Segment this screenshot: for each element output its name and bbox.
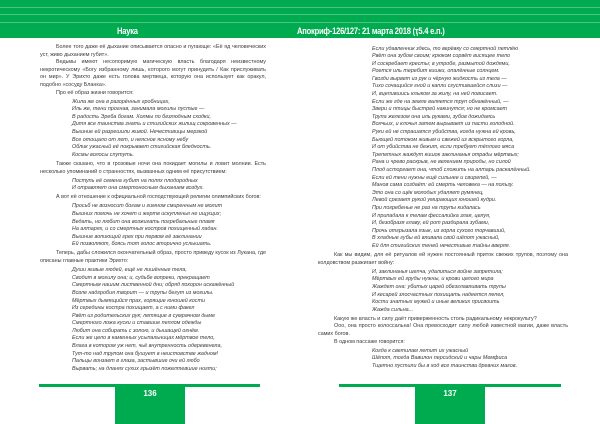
verse-line: Сводит в могилу она; и, судьбе вопреки, прекращает: [72, 274, 210, 281]
verse-line: Любит она собирать с золою, и дышащей огнём.: [72, 327, 200, 334]
verse-line: Руки ей не страшатся убийства, когда нужна ей кровь,: [372, 129, 516, 136]
verse-line: Бьющей потоком живым и свежей из вскрытого горла,: [372, 136, 514, 143]
verse-quote: [372, 348, 568, 371]
verse-line: Космы волосы спутуть.: [72, 151, 135, 158]
paragraph: Теперь, дабы сложился окончательный образ, просто приведу кусок из Лукана, где описаны главные практики Эрихто:: [40, 250, 266, 265]
verse-line: Иль же, тени прогнав, занимала могилы пустые —: [72, 106, 205, 113]
verse-line: В радость Эреба богам. Холмы по безлюдным сходки,: [72, 113, 211, 120]
verse-line: Роется иль теребит кишки, опалённые солнцем.: [372, 68, 500, 75]
verse-line: Трупа железом она иль руками, зубов дожидаясь: [372, 113, 496, 120]
paragraph: А вот её отношение к официальной господствующей религии олимпийских богов:: [56, 194, 261, 201]
verse-line: Тут-то над трупом она бушует в неистовстве жадном!: [72, 350, 219, 357]
verse-line: На алтарях, и со смертных костров похищенный ладан.: [72, 226, 218, 233]
verse-line: Тихо сочащийся гной и капли сгустившейся слизи —: [372, 83, 508, 90]
verse-line: Поступь её семена губит на полях плодородных: [72, 177, 198, 184]
verse-line: Плод исторгает она, чтоб сложить на алтарь раскалённый.: [372, 167, 531, 173]
page-header: [0, 0, 600, 38]
verse-line: И, безобразя главу, ей рот раздирала зубами,: [372, 220, 490, 227]
verse-line: Манов сама создаёт: ей смерть человека — на пользу.: [372, 182, 514, 189]
verse-line: Ей для стигийских теней нечестивые тайны вверяя.: [372, 242, 511, 249]
verse-line: Звери и птицы быстрей накинутся; но не кромсает: [372, 106, 507, 113]
verse-line: И кесарей злосчастных похищать надеется пепел,: [372, 291, 505, 298]
verse-line: Если же цело в каменных усыпальницах мёртвое тело,: [72, 335, 215, 342]
paragraph: Как мы видим, для её ритуалов ей нужен постоянный приток свежих трупов, поэтому она колдовством разжигает войну:: [318, 252, 568, 266]
verse-line: Тщетно пустили бы в ход все таинства древних магов.: [372, 362, 518, 369]
verse-line: Если же где на земле валяется труп обнажённый, —: [372, 98, 509, 105]
verse-line: Дитя все таинства знать и стигийских жилищ сокровенных —: [72, 121, 237, 128]
right-page-text: [318, 44, 568, 372]
verse-line: Из середины костра похищает, а с ними факел: [72, 305, 195, 312]
verse-line: Жажда сильна...: [372, 306, 414, 313]
verse-line: Шёпот, тогда Вавилон персидский и чары Мемфиса: [372, 355, 508, 362]
verse-line: И припадала к телам фессалийка злая, целуя,: [372, 212, 491, 219]
verse-line: Жаждет она: убитых царей обезглавливать трупы: [372, 283, 506, 290]
verse-line: Вышние ей разрешили живой. Нечестивицы мерзкой: [72, 129, 208, 136]
verse-line: И отравляет она смертоносным дыханием воздух.: [72, 185, 204, 192]
verse-line: Смертным нашим лиственной дни; обряд похорон искажённый: [72, 282, 235, 289]
verse-line: Гвозди вырвет из рук и чёрную жидкость из тела —: [372, 75, 507, 82]
section-title: Наука: [117, 26, 138, 37]
verse-line: Все отощало от лет, и неясное ясному небу: [72, 136, 189, 143]
verse-line: Если удавленник здесь, то верёвку со смертной петлёю: [372, 45, 519, 52]
header-rule: [0, 7, 600, 8]
verse-line: Прочь отгрызала язык, из горла сухого торчавший,: [372, 227, 506, 234]
verse-line: Мёртвых дымящийся прах, горящие юношей кости: [72, 297, 205, 304]
verse-line: Если ей тени нужны ещё сильнее и свирепей, —: [372, 174, 497, 181]
verse-line: Облик ужасный её покрывает стигийская бледность.: [72, 144, 212, 151]
verse-line: Кости знатных мужей и иные великих присвоить: [372, 299, 500, 306]
verse-line: Мёртвых ей груды нужны, и крови целого мира: [372, 276, 494, 283]
verse-line: Ей позволяют, боясь тот голос вторично услышать.: [72, 241, 212, 248]
paragraph: Про её образ жизни говорится:: [56, 89, 134, 96]
issue-title: Апокриф-126/127: 21 марта 2018 (ҭ5.4 е.п.): [297, 26, 445, 37]
verse-line: В хладные губы ей вливала свой шёпот ужасный,: [372, 235, 500, 242]
verse-line: Просьб не возносит богам и гимном смиренным не молит: [72, 203, 223, 210]
verse-line: И, заклинанья шепча, удалиться войне запретила;: [372, 268, 503, 275]
verse-quote: [372, 46, 568, 251]
verse-line: И от убийства не бежит, если требует тёплого мяса: [372, 144, 515, 151]
verse-quote: [72, 267, 266, 373]
verse-line: При погребенье не раз на трупы кидалась: [372, 204, 481, 211]
paragraph: Более того даже её дыхание описывается опасно и пугающе: «Её яд человеческих уст, живо дыханием губит».: [40, 44, 266, 58]
verse-line: Вышние вопиющий грех при первом её заклинании: [72, 233, 202, 240]
verse-line: Смертного ложа куски и ставшие пеплом одежды: [72, 320, 202, 327]
verse-line: Рана и чрево раскрыв, не велением природы, но силой: [372, 159, 511, 166]
verse-line: Левой срезает рукой умирающих юношей кудри.: [372, 197, 497, 204]
verse-quote: [72, 203, 266, 249]
verse-line: И, вцепившись клыком за жилу, на ней повисает.: [372, 91, 498, 98]
paragraph: Какую же власть и силу даёт приверженность столь радикальному некрокульту?: [334, 315, 537, 322]
page-number-136: 136: [115, 384, 185, 424]
paragraph: Также сказано, что в грозовые ночи она покидает могилы и ловит молнии. Есть несколько упоминаний о странностях, вызванных одним её присутствием:: [40, 160, 266, 175]
header-rule: [0, 22, 600, 23]
verse-line: Рвёт она зубом своим; крюком сорвёт висящее тело: [372, 53, 510, 60]
paragraph: В одном пассаже говорится:: [334, 338, 405, 345]
verse-line: Жила же она в разорённых гробницах,: [72, 98, 170, 105]
verse-quote: [72, 99, 266, 160]
verse-quote: [372, 269, 568, 315]
verse-line: Возле надгробия творит — и трупы бегут из могилы.: [72, 289, 214, 296]
verse-line: Влага в котором уж нет, чьё внутренность одеревенела,: [72, 343, 222, 350]
verse-quote: [72, 178, 266, 193]
header-rule: [0, 14, 600, 15]
verse-line: Рвёт из родительских рук; летящие в сумрачном дыме: [72, 312, 215, 319]
verse-line: Пальцы вонзает в глаза, застывшие очи ей любо: [72, 358, 200, 365]
verse-line: И соскребает кресты; в утробе, размытой дождями,: [372, 60, 510, 67]
left-page-text: [40, 44, 266, 375]
verse-line: Ведать, но любит она возжигать погребальные пламя: [72, 218, 215, 225]
verse-line: Трепетных жаждут кишок заклинанья отрады мёртвых;: [372, 151, 519, 158]
verse-line: Волчьих, и клочья затем вырывает из пасти голодной.: [372, 121, 515, 128]
paragraph: Ведьмы имеют несопоримую магическую власть благодаря неизвестному некротическому «Богу избранному лишь, которого могут принудить / Как прислуживать он мир». У Эрихто даже есть голова мертвеца, которую она использует как оракул, подобно «сосуду Бланка».: [40, 59, 266, 88]
page-number-137: 137: [415, 384, 485, 424]
verse-line: Вырвать; на дланях сухих грызёт пожелтевшие ногти;: [72, 365, 217, 372]
verse-line: Когда к светилам летит их ужасный: [372, 347, 469, 354]
verse-line: Вышних помочь не хочет и жертв искупленья не ищущих;: [72, 210, 222, 217]
paragraph: Ооо, она просто колоссальна! Она превосходит силу любой известной магии, даже власть самих богов.: [318, 323, 568, 337]
verse-line: Души живые людей, ещё не лишённые тела,: [72, 267, 187, 274]
verse-line: Это она со щёк молодых удаляет румянец,: [372, 189, 484, 196]
